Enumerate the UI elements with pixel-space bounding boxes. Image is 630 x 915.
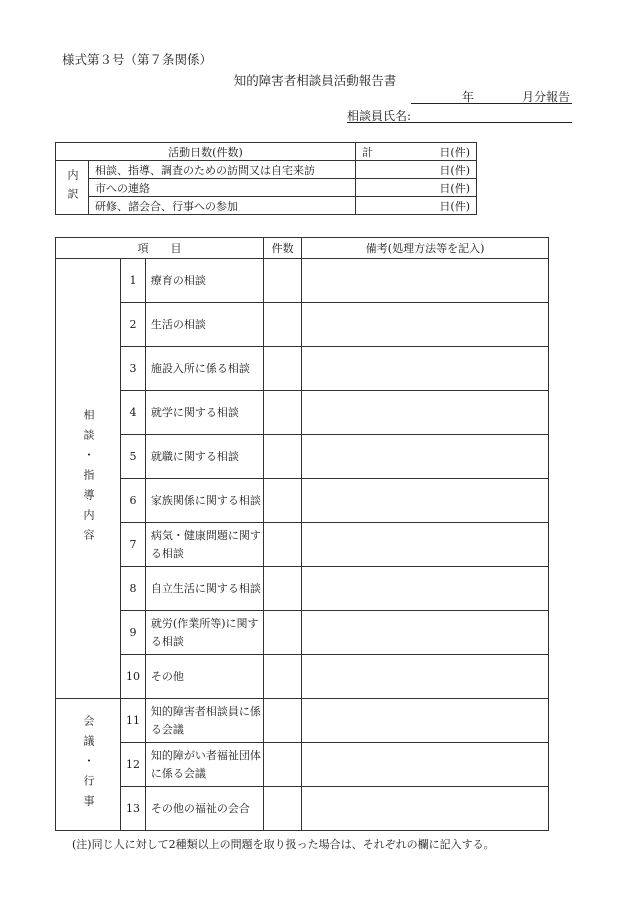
item-number: 10 bbox=[121, 655, 146, 699]
footnote: (注)同じ人に対して2種類以上の問題を取り扱った場合は、それぞれの欄に記入する。 bbox=[72, 838, 495, 851]
count-cell[interactable] bbox=[264, 655, 302, 699]
year-label: 年 bbox=[462, 90, 475, 104]
item-label: 就労(作業所等)に関する相談 bbox=[145, 611, 263, 655]
item-label: 療育の相談 bbox=[145, 259, 263, 303]
table-row bbox=[56, 435, 549, 479]
counselor-name-field[interactable] bbox=[347, 106, 572, 123]
total-label: 計 bbox=[361, 145, 373, 159]
remarks-cell[interactable] bbox=[302, 479, 549, 523]
group-meetings-cell bbox=[56, 699, 121, 831]
table-row bbox=[56, 567, 549, 611]
consultation-content-table bbox=[55, 237, 549, 831]
counselor-name-label: 相談員氏名: bbox=[347, 109, 412, 123]
activity-row bbox=[56, 161, 477, 179]
item-number: 9 bbox=[121, 611, 146, 655]
count-cell[interactable] bbox=[264, 611, 302, 655]
table-row bbox=[56, 699, 549, 743]
item-label: その他の福祉の会合 bbox=[145, 787, 263, 831]
activity-row-label: 研修、諸会合、行事への参加 bbox=[89, 197, 356, 215]
table-row bbox=[56, 523, 549, 567]
group-meetings-label: 会議・行事 bbox=[82, 714, 95, 815]
remarks-cell[interactable] bbox=[302, 303, 549, 347]
item-number: 1 bbox=[121, 259, 146, 303]
activity-summary-table bbox=[55, 142, 477, 215]
table-row bbox=[56, 347, 549, 391]
item-number: 4 bbox=[121, 391, 146, 435]
item-label: 自立生活に関する相談 bbox=[145, 567, 263, 611]
report-period-field[interactable] bbox=[411, 86, 572, 104]
remarks-header: 備考(処理方法等を記入) bbox=[302, 238, 549, 259]
activity-row-value[interactable]: 日(件) bbox=[355, 197, 476, 215]
table-row bbox=[56, 303, 549, 347]
remarks-cell[interactable] bbox=[302, 655, 549, 699]
item-label: 施設入所に係る相談 bbox=[145, 347, 263, 391]
activity-row-value[interactable]: 日(件) bbox=[355, 161, 476, 179]
item-number: 6 bbox=[121, 479, 146, 523]
remarks-cell[interactable] bbox=[302, 435, 549, 479]
item-number: 13 bbox=[121, 787, 146, 831]
table-row bbox=[56, 787, 549, 831]
count-cell[interactable] bbox=[264, 743, 302, 787]
count-cell[interactable] bbox=[264, 567, 302, 611]
document-title: 知的障害者相談員活動報告書 bbox=[233, 73, 397, 88]
item-label: 知的障害者相談員に係る会議 bbox=[145, 699, 263, 743]
remarks-cell[interactable] bbox=[302, 391, 549, 435]
remarks-cell[interactable] bbox=[302, 347, 549, 391]
table-row bbox=[56, 479, 549, 523]
item-label: 就学に関する相談 bbox=[145, 391, 263, 435]
breakdown-label: 内訳 bbox=[66, 168, 79, 207]
item-number: 11 bbox=[121, 699, 146, 743]
content-header-row bbox=[56, 238, 549, 259]
activity-row-label: 相談、指導、調査のための訪問又は自宅来訪 bbox=[89, 161, 356, 179]
item-number: 12 bbox=[121, 743, 146, 787]
remarks-cell[interactable] bbox=[302, 699, 549, 743]
total-unit: 日(件) bbox=[439, 145, 470, 159]
count-cell[interactable] bbox=[264, 435, 302, 479]
remarks-cell[interactable] bbox=[302, 787, 549, 831]
count-cell[interactable] bbox=[264, 523, 302, 567]
remarks-cell[interactable] bbox=[302, 611, 549, 655]
item-label: その他 bbox=[145, 655, 263, 699]
activity-row-label: 市への連絡 bbox=[89, 179, 356, 197]
activity-row bbox=[56, 197, 477, 215]
count-cell[interactable] bbox=[264, 391, 302, 435]
item-number: 3 bbox=[121, 347, 146, 391]
remarks-cell[interactable] bbox=[302, 523, 549, 567]
item-label: 知的障がい者福祉団体に係る会議 bbox=[145, 743, 263, 787]
count-cell[interactable] bbox=[264, 479, 302, 523]
table-row bbox=[56, 391, 549, 435]
item-label: 病気・健康問題に関する相談 bbox=[145, 523, 263, 567]
count-cell[interactable] bbox=[264, 303, 302, 347]
table-row bbox=[56, 259, 549, 303]
count-cell[interactable] bbox=[264, 259, 302, 303]
item-label: 生活の相談 bbox=[145, 303, 263, 347]
activity-row-value[interactable]: 日(件) bbox=[355, 179, 476, 197]
activity-total-cell[interactable] bbox=[355, 143, 476, 161]
count-cell[interactable] bbox=[264, 787, 302, 831]
activity-row bbox=[56, 179, 477, 197]
table-row bbox=[56, 655, 549, 699]
breakdown-label-cell bbox=[56, 161, 89, 215]
activity-header-row bbox=[56, 143, 477, 161]
remarks-cell[interactable] bbox=[302, 743, 549, 787]
remarks-cell[interactable] bbox=[302, 567, 549, 611]
group-consultation-cell bbox=[56, 259, 121, 699]
item-header: 項 目 bbox=[56, 238, 264, 259]
activity-days-header: 活動日数(件数) bbox=[56, 143, 356, 161]
remarks-cell[interactable] bbox=[302, 259, 549, 303]
count-cell[interactable] bbox=[264, 699, 302, 743]
form-number: 様式第３号（第７条関係） bbox=[62, 52, 213, 67]
count-header: 件数 bbox=[264, 238, 302, 259]
table-row bbox=[56, 743, 549, 787]
table-row bbox=[56, 611, 549, 655]
item-label: 就職に関する相談 bbox=[145, 435, 263, 479]
item-number: 8 bbox=[121, 567, 146, 611]
item-number: 2 bbox=[121, 303, 146, 347]
group-consultation-label: 相談・指導内容 bbox=[82, 408, 95, 549]
item-number: 7 bbox=[121, 523, 146, 567]
month-report-label: 月分報告 bbox=[522, 90, 571, 104]
item-number: 5 bbox=[121, 435, 146, 479]
item-label: 家族関係に関する相談 bbox=[145, 479, 263, 523]
count-cell[interactable] bbox=[264, 347, 302, 391]
